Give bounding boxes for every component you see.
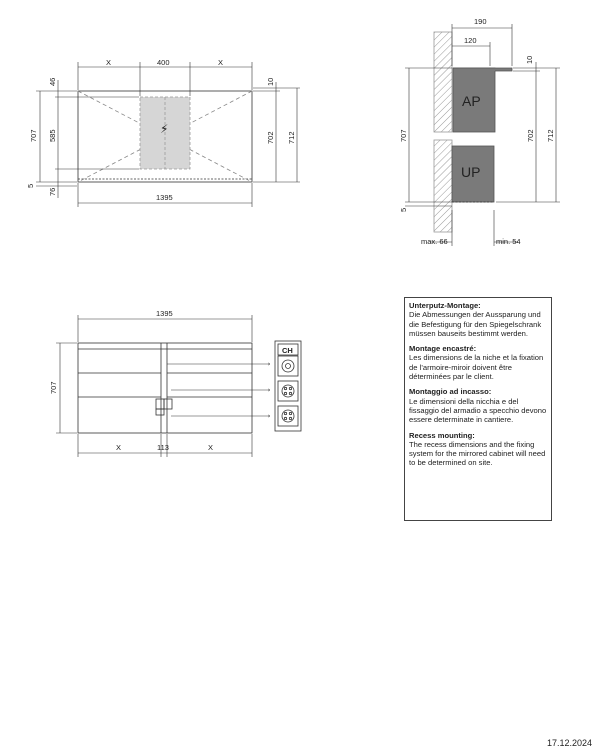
front-dim-5: 5 <box>26 183 35 188</box>
side-dim-712: 712 <box>546 129 555 142</box>
note-heading-en: Recess mounting: <box>409 430 475 440</box>
front-dim-712: 712 <box>287 131 296 144</box>
note-text-de: Die Abmessungen der Aussparung und die Befestigung für den Spiegelschrank müssen bauseits bestimmt werden. <box>409 310 542 338</box>
mounting-notes <box>404 297 552 521</box>
socket-box <box>156 399 164 409</box>
note-heading-fr: Montage encastré: <box>409 344 477 354</box>
front-dim-46: 46 <box>48 77 57 86</box>
front-dim-10: 10 <box>266 77 275 86</box>
front-dim-x-left: X <box>106 58 112 67</box>
note-text-it: Le dimensioni della nicchia e del fissaggio del armadio a specchio devono essere determinate in cantiere. <box>409 396 547 425</box>
front-dim-585: 585 <box>48 129 57 142</box>
socket-label-ch: CH <box>282 346 293 355</box>
label-ap: AP <box>462 93 481 109</box>
side-dim-120: 120 <box>464 36 477 45</box>
power-icon: ⚡ <box>160 122 169 136</box>
wall-section <box>434 32 452 132</box>
note-text-en: The recess dimensions and the fixing system for the mirrored cabinet will need to be determined on site. <box>409 439 546 468</box>
socket-box <box>156 409 164 415</box>
wall-section <box>434 140 452 232</box>
document-date: 17.12.2024 <box>546 738 592 748</box>
cabinet-outline <box>78 343 252 433</box>
note-heading-de: Unterputz-Montage: <box>409 301 481 310</box>
socket-box <box>164 399 172 409</box>
side-dim-702: 702 <box>526 129 535 142</box>
front-dim-x-right: X <box>218 58 224 67</box>
bottom-dim-x-right: X <box>208 443 214 452</box>
side-dim-min: min. 54 <box>496 237 521 246</box>
bottom-dim-113: 113 <box>157 443 169 452</box>
bottom-dim-x-left: X <box>116 443 122 452</box>
side-dim-707: 707 <box>399 129 408 142</box>
front-dim-702: 702 <box>266 131 275 144</box>
note-text-fr: Les dimensions de la niche et la fixation de l’armoire-miroir doivent être déterminées par le client. <box>409 353 544 382</box>
front-dim-76: 76 <box>48 187 57 196</box>
side-dim-190: 190 <box>474 17 487 26</box>
bottom-view <box>56 315 301 457</box>
front-dim-707: 707 <box>29 129 38 142</box>
side-view <box>405 24 560 246</box>
front-dim-400: 400 <box>157 58 170 67</box>
side-dim-max: max. 66 <box>421 237 448 246</box>
bottom-dim-707: 707 <box>49 381 58 394</box>
front-dim-width: 1395 <box>156 193 173 202</box>
side-dim-5: 5 <box>399 207 408 212</box>
note-heading-it: Montaggio ad incasso: <box>409 387 492 397</box>
side-dim-10: 10 <box>525 55 534 64</box>
bottom-dim-width: 1395 <box>156 309 173 318</box>
label-up: UP <box>461 164 481 180</box>
